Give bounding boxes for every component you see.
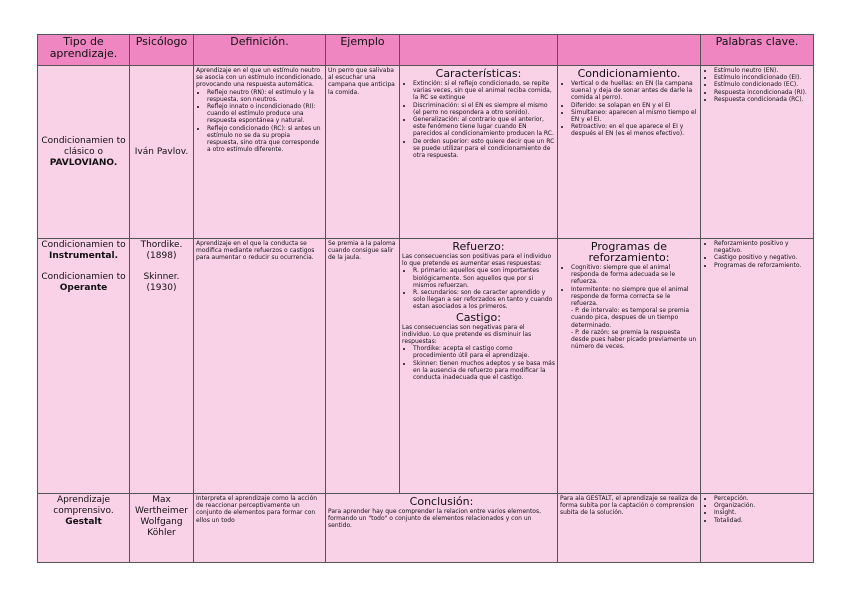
cell-programas: [558, 239, 701, 494]
list-item: [571, 286, 698, 351]
cell-tipo-instrumental: [38, 239, 130, 494]
row-instrumental: [38, 239, 814, 494]
list-item: • Skinner: tienen muchos adeptos y se basa más en la ausencia de refuerzo para modificar la conducta inadecuada que el castigo.: [413, 360, 555, 382]
header-col5: [400, 35, 558, 66]
definicion-list: [196, 89, 323, 154]
list-item: • Retroactivo: en el que aparece el EI y después el EN (es el menos efectivo).: [571, 123, 698, 137]
programas-title: Programas de reforzamiento:: [588, 240, 670, 264]
list-item: • Organización.: [714, 502, 811, 509]
list-item: • Reflejo innato o incondicionado (RI): cuando el estímulo produce una respuesta espontánea y natural.: [207, 103, 323, 125]
tipo-text: Condicionamien to: [41, 240, 126, 250]
tipo-bold: Gestalt: [65, 517, 102, 527]
palabras-list: [703, 240, 811, 269]
cell-refuerzo-castigo: [400, 239, 558, 494]
refuerzo-intro: Las consecuencias son positivas para el individuo lo que pretende es aumentar esas respuestas:: [402, 253, 552, 268]
list-item: • Estímulo neutro (EN).: [714, 67, 811, 74]
row-pavloviano: [38, 66, 814, 239]
condicionamiento-list: [560, 80, 698, 138]
castigo-list: [402, 345, 555, 381]
list-item: • Respuesta condicionada (RC).: [714, 96, 811, 103]
cell-tipo-gestalt: [38, 494, 130, 563]
conclusion-title: Conclusión:: [409, 495, 474, 508]
definicion-intro: Aprendizaje en el que un estímulo neutro se asocia con un estímulo incondicionado, provocando una respuesta automática.: [196, 67, 323, 89]
psicologo-thordike: Thordike. (1898): [140, 240, 183, 261]
tipo-bold: PAVLOVIANO.: [49, 157, 118, 168]
caracteristicas-list: [402, 80, 555, 159]
cell-definicion-gestalt: Interpreta el aprendizaje como la acción de reaccionar perceptivamente un conjunto de elementos para formar con ellos un todo: [194, 494, 326, 563]
header-definicion: Definición.: [194, 35, 326, 66]
list-item: • Insight.: [714, 509, 811, 516]
programas-intermitente: Intermitente: no siempre que el animal responde de forma correcta se le refuerza.: [571, 285, 689, 308]
header-tipo: Tipo de aprendizaje.: [38, 35, 130, 66]
list-item: • Programas de reforzamiento.: [714, 262, 811, 269]
list-item: • Castigo positivo y negativo.: [714, 254, 811, 261]
cell-psicologo-pavlov: Iván Pavlov.: [130, 66, 194, 239]
list-item: • Estímulo incondicionado (EI).: [714, 74, 811, 81]
list-item: • Respuesta incondicionada (RI).: [714, 89, 811, 96]
cell-palabras-gestalt: [701, 494, 814, 563]
cell-conclusion: [326, 494, 558, 563]
tipo-bold: Instrumental.: [48, 251, 119, 261]
list-item: • Thordike: acepta el castigo como procedimiento útil para el aprendizaje.: [413, 345, 555, 359]
list-item: • Extinción: si el reflejo condicionado, se repite varias veces, sin que el animal reciba comida, la RC se extingue: [413, 80, 555, 102]
row-gestalt: [38, 494, 814, 563]
list-item: • Estímulo condicionado (EC).: [714, 81, 811, 88]
cell-definicion-instrumental: Aprendizaje en el que la conducta se modifica mediante refuerzos o castigos para aumentar o reducir su ocurrencia.: [194, 239, 326, 494]
conclusion-text: Para aprender hay que comprender la relacion entre varios elementos, formando un "todo" o conjunto de elementos relacionados y con un sentido.: [328, 508, 541, 530]
refuerzo-title: Refuerzo:: [452, 240, 505, 253]
cell-condicionamiento: [558, 66, 701, 239]
castigo-intro: Las consecuencias son negativas para el individuo. Lo que pretende es disminuir las respuestas:: [402, 323, 532, 346]
programas-sub-intervalo: - P. de intervalo: es temporal se premia cuando pica, despues de un tiempo determinado.: [571, 307, 690, 329]
list-item: • Percepción.: [714, 495, 811, 502]
list-item: • Totalidad.: [714, 517, 811, 524]
condicionamiento-title: Condicionamiento.: [577, 67, 681, 80]
cell-definicion-pavlov: [194, 66, 326, 239]
tipo-text: Condicionamien to: [41, 272, 126, 282]
list-item: • Generalización: al contrario que el anterior, este fenómeno tiene lugar cuando EN parecidos al condicionamiento producen la RC.: [413, 116, 555, 138]
header-palabras: Palabras clave.: [701, 35, 814, 66]
learning-types-table: [37, 34, 814, 563]
list-item: • Reforzamiento positivo y negativo.: [714, 240, 811, 254]
castigo-title: Castigo:: [456, 310, 501, 324]
psicologo-skinner: Skinner. (1930): [143, 272, 180, 293]
cell-gestalt-aprendizaje: Para ala GESTALT, el aprendizaje se realiza de forma subita por la captación o comprension subita de la solución.: [558, 494, 701, 563]
refuerzo-list: [402, 267, 555, 310]
cell-psicologo-thordike: [130, 239, 194, 494]
tipo-bold: Operante: [59, 283, 108, 293]
list-item: • Simultaneo: aparecen al mismo tiempo el EN y el EI.: [571, 109, 698, 123]
list-item: • Vertical o de huellas: en EN (la campana suena) y deja de sonar antes de darle la comida al perro).: [571, 80, 698, 102]
list-item: • R. primario: aquellos que son importantes biológicamente. Son aquellos que por si mismos refuerzan.: [413, 267, 555, 289]
tipo-text: Aprendizaje comprensivo.: [53, 495, 114, 516]
list-item: • Reflejo neutro (RN): el estímulo y la respuesta, son neutros.: [207, 89, 323, 103]
caracteristicas-title: Características:: [435, 67, 522, 80]
header-col6: [558, 35, 701, 66]
list-item: • Cognitivo: siempre que el animal responda de forma adecuada se le refuerza.: [571, 264, 698, 286]
list-item: • R. secundarios: son de caracter aprendido y solo llegan a ser reforzados en tanto y cuando estan asociados a los primeros.: [413, 289, 555, 311]
list-item: • Discriminación: si el EN es siempre el mismo (el perro no respondera a otro sonido).: [413, 102, 555, 116]
palabras-list: [703, 67, 811, 103]
header-psicologo: Psicólogo: [130, 35, 194, 66]
cell-palabras-instrumental: [701, 239, 814, 494]
cell-tipo-pavloviano: [38, 66, 130, 239]
cell-palabras-pavlov: [701, 66, 814, 239]
cell-caracteristicas: [400, 66, 558, 239]
programas-list: [560, 264, 698, 350]
list-item: • De orden superior: esto quiere decir que un RC se puede utilizar para el condicionamiento de otra respuesta.: [413, 138, 555, 160]
list-item: • Diferido: se solapan en EN y el EI: [571, 102, 698, 109]
cell-psicologo-gestalt: Max Wertheimer Wolfgang Köhler: [130, 494, 194, 563]
header-row: [38, 35, 814, 66]
header-ejemplo: Ejemplo: [326, 35, 400, 66]
list-item: • Reflejo condicionado (RC): si antes un estímulo no se da su propia respuesta, sino otra que corresponde a otro estímulo diferente.: [207, 125, 323, 154]
tipo-text: Condicionamien to clásico o: [41, 135, 126, 157]
cell-ejemplo-pavlov: Un perro que salivaba al escuchar una campana que anticipa la comida.: [326, 66, 400, 239]
cell-ejemplo-instrumental: Se premia a la paloma cuando consigue salir de la jaula.: [326, 239, 400, 494]
palabras-list: [703, 495, 811, 524]
programas-sub-razon: - P. de razón: se premia la respuesta desde pues haber picado previamente un número de veces.: [571, 328, 697, 351]
